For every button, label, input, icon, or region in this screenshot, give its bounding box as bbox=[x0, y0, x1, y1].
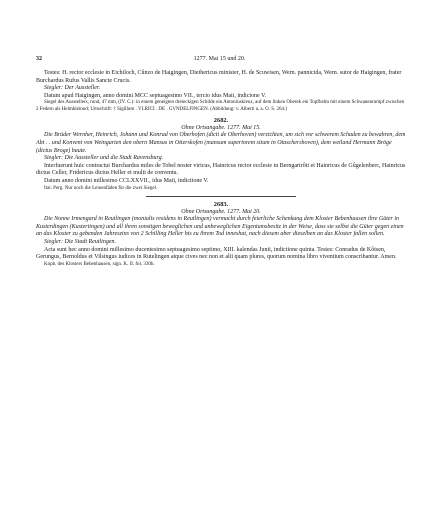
page-number: 32 bbox=[36, 56, 42, 62]
doc-dating-2682: Datum anno domini millesimo CCLXXVII., idus Maii, indictione V. bbox=[44, 177, 209, 184]
doc-number-2683: 2683. bbox=[213, 200, 229, 208]
doc-witnesses-2682: Interfuerunt huic contractui Burchardus miles de Tobel noster viricus, Hainricus rector ecclesie in Berngartrôti et Hainricus de Gûgelenberc, Hainricus dictus Celler, Fridericus dictus Heller et multi de conventu. bbox=[36, 162, 406, 177]
prev-dating: Datum apud Haigingen, anno domini MCC septuagesimo VII., tercio idus Maii, indicione V. bbox=[44, 92, 267, 99]
doc-summary-2682: Die Brüder Wernher, Heinrich, Johann und Konrad von Oberhofen (dicti de Oberhoven) verzichten, um sich vor schwerem Schaden zu bewahren, dem Abt . . und Konvent von Weingarten den obern Mansus in Otterskofen (mansum superiorem situm in Otaschershoven), dem weiland Hermann Bröge (dictus Broge) baute. bbox=[36, 132, 406, 154]
section-divider bbox=[146, 196, 296, 197]
prev-seal: Siegler: Der Aussteller. bbox=[44, 85, 101, 92]
doc-seal-2682: Siegler: Die Aussteller und die Stadt Ravensburg. bbox=[44, 155, 164, 162]
page-header bbox=[36, 56, 403, 66]
page-content bbox=[36, 70, 406, 268]
running-title: 1277. Mai 15 und 20. bbox=[193, 56, 246, 62]
doc-number-2682: 2682. bbox=[213, 117, 229, 125]
doc-place-date-2683: Ohne Ortsangabe. 1277. Mai 20. bbox=[181, 208, 261, 215]
doc-body-2683: Acta sunt hec anno domini millesimo ducentesimo septuagesimo septimo, XIII. kalendas Junii, indictione quinta. Testes: Conradus de Kôtsen, Gerungus, Bernoldus et Vilsingus iudices in Rutelingen atque cives nec non et alii quam plures, quorum nomina libro viventium conscribantur. Amen. bbox=[36, 246, 397, 261]
prev-note: Siegel des Ausstellers, rund, 47 mm, (IV. C.): in einem geneigten dreieckigen Schilde ein Antoniuskreuz, auf dem linken Oberek ein Topfhelm mit einem Schwanenrumpf zwischen 2 Federn als Helmkleinod; Umschrift: † Sigillum . VLRICI . DE . GVNDELFINGEN. (Abbildung: v. Alberti a. a. O. S. 264.) bbox=[36, 100, 405, 112]
doc-summary-2683: Die Nonne Irmengard in Reutlingen (monialis residens in Reutlingen) vermacht durch feierliche Schenkung dem Kloster Bebenhausen ihre Güter in Kusterdingen (Kustertingen) und all ihren sonstigen beweglichen und unbeweglichen Eigentumsbesitz in der Weise, dass sie selbst die Güter gegen einen an das Kloster zu gebenden Jahreszins von 2 Schilling Heller bis zu ihrem Tod inneshat, nach diesem aber dieselben an das Kloster fallen sollen. bbox=[36, 216, 404, 238]
doc-seal-2683: Siegler: Die Stadt Reutlingen. bbox=[44, 238, 116, 245]
prev-witnesses: Testes: H. rector ecclesie in Eichiloch, Cûnzo de Haigingen, Diethericus minister, H. de Scuwisen, Wern. pannicida, Wern. sutor de Haigingen, frater Burchardus Rufus Vallis Sancte Crucis. bbox=[36, 70, 402, 84]
doc-note-2682: Ital. Perg. Nur noch die Leinenfäden für die zwei Siegel. bbox=[44, 185, 158, 191]
doc-note-2683: Kopb. des Klosters Bebenhausen, sign. K. II. fol. 330b. bbox=[44, 261, 155, 267]
doc-place-date-2682: Ohne Ortsangabe. 1277. Mai 15. bbox=[181, 124, 261, 131]
